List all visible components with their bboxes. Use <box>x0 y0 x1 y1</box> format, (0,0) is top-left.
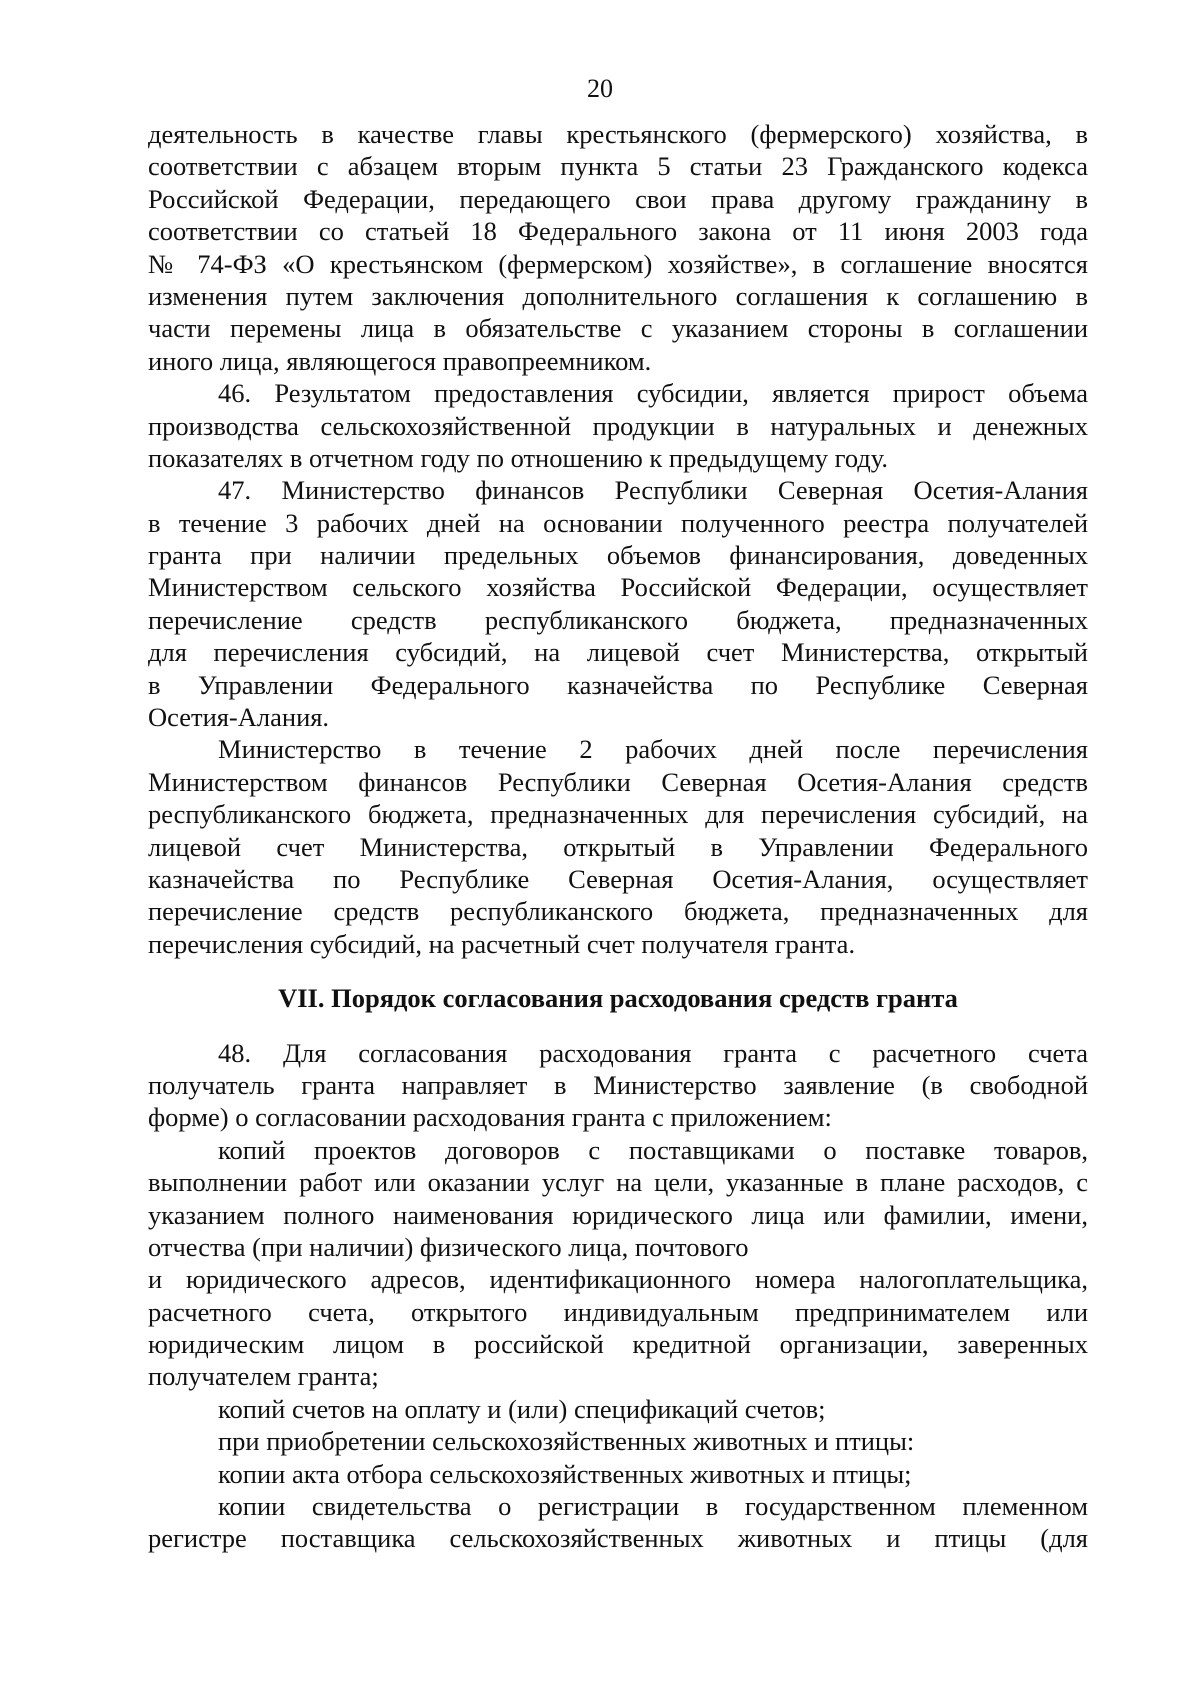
text-line: отчества (при наличии) физического лица, почтового <box>148 1231 749 1262</box>
text-line: для перечисления субсидий, на лицевой счет Министерства, открытый <box>148 637 1088 668</box>
text-line: показателях в отчетном году по отношению к предыдущему году. <box>148 442 889 473</box>
text-line: указанием полного наименования юридического лица или фамилии, имени, <box>148 1199 1088 1230</box>
paragraph-47-line: 47. Министерство финансов Республики Северная Осетия-Алания <box>218 475 1088 506</box>
text-line: перечисление средств республиканского бюджета, предназначенных <box>148 604 1088 635</box>
text-line: производства сельскохозяйственной продукции в натуральных и денежных <box>148 410 1088 441</box>
text-line: соответствии со статьей 18 Федерального закона от 11 июня 2003 года <box>148 216 1088 247</box>
list-item-line: копии акта отбора сельскохозяйственных животных и птицы; <box>218 1458 912 1489</box>
text-line: № 74-ФЗ «О крестьянском (фермерском) хозяйстве», в соглашение вносятся <box>148 248 1088 279</box>
paragraph-line: Министерство в течение 2 рабочих дней после перечисления <box>218 734 1088 765</box>
list-item-line: копии свидетельства о регистрации в государственном племенном <box>218 1491 1088 1522</box>
text-line: перечисления субсидий, на расчетный счет получателя гранта. <box>148 928 856 959</box>
text-line: казначейства по Республике Северная Осетия-Алания, осуществляет <box>148 863 1088 894</box>
text-line: получателем гранта; <box>148 1361 379 1392</box>
text-line: расчетного счета, открытого индивидуальным предпринимателем или <box>148 1296 1088 1327</box>
text-line: Министерством сельского хозяйства Российской Федерации, осуществляет <box>148 572 1088 603</box>
text-line: изменения путем заключения дополнительного соглашения к соглашению в <box>148 280 1088 311</box>
text-line: перечисление средств республиканского бюджета, предназначенных для <box>148 896 1088 927</box>
text-line: юридическим лицом в российской кредитной организации, заверенных <box>148 1329 1088 1360</box>
text-line: иного лица, являющегося правопреемником. <box>148 345 652 376</box>
text-line: и юридического адресов, идентификационного номера налогоплательщика, <box>148 1264 1088 1295</box>
text-line: лицевой счет Министерства, открытый в Управлении Федерального <box>148 831 1088 862</box>
text-line: в Управлении Федерального казначейства по Республике Северная <box>148 669 1088 700</box>
text-line: в течение 3 рабочих дней на основании полученного реестра получателей <box>148 507 1088 538</box>
section-heading: VII. Порядок согласования расходования средств гранта <box>278 983 958 1014</box>
text-line: Осетия-Алания. <box>148 702 330 733</box>
text-line: форме) о согласовании расходования гранта с приложением: <box>148 1102 832 1133</box>
text-line: гранта при наличии предельных объемов финансирования, доведенных <box>148 540 1088 571</box>
text-line: Министерством финансов Республики Северная Осетия-Алания средств <box>148 766 1088 797</box>
list-item-line: копий счетов на оплату и (или) спецификаций счетов; <box>218 1393 826 1424</box>
text-line: части перемены лица в обязательстве с указанием стороны в соглашении <box>148 313 1088 344</box>
list-item-line: копий проектов договоров с поставщиками о поставке товаров, <box>218 1134 1088 1165</box>
paragraph-48-line: 48. Для согласования расходования гранта с расчетного счета <box>218 1037 1088 1068</box>
text-line: Российской Федерации, передающего свои права другому гражданину в <box>148 183 1088 214</box>
text-line: деятельность в качестве главы крестьянского (фермерского) хозяйства, в <box>148 119 1088 149</box>
document-body <box>148 118 1088 1555</box>
text-line: соответствии с абзацем вторым пункта 5 статьи 23 Гражданского кодекса <box>148 151 1088 182</box>
text-line: регистре поставщика сельскохозяйственных животных и птицы (для <box>148 1523 1088 1554</box>
page-number: 20 <box>587 74 613 103</box>
paragraph-46-line: 46. Результатом предоставления субсидии, является прирост объема <box>218 378 1088 409</box>
list-item-line: при приобретении сельскохозяйственных животных и птицы: <box>218 1426 915 1457</box>
text-line: получатель гранта направляет в Министерство заявление (в свободной <box>148 1069 1088 1100</box>
text-line: выполнении работ или оказании услуг на цели, указанные в плане расходов, с <box>148 1167 1088 1198</box>
text-line: республиканского бюджета, предназначенных для перечисления субсидий, на <box>148 799 1088 830</box>
